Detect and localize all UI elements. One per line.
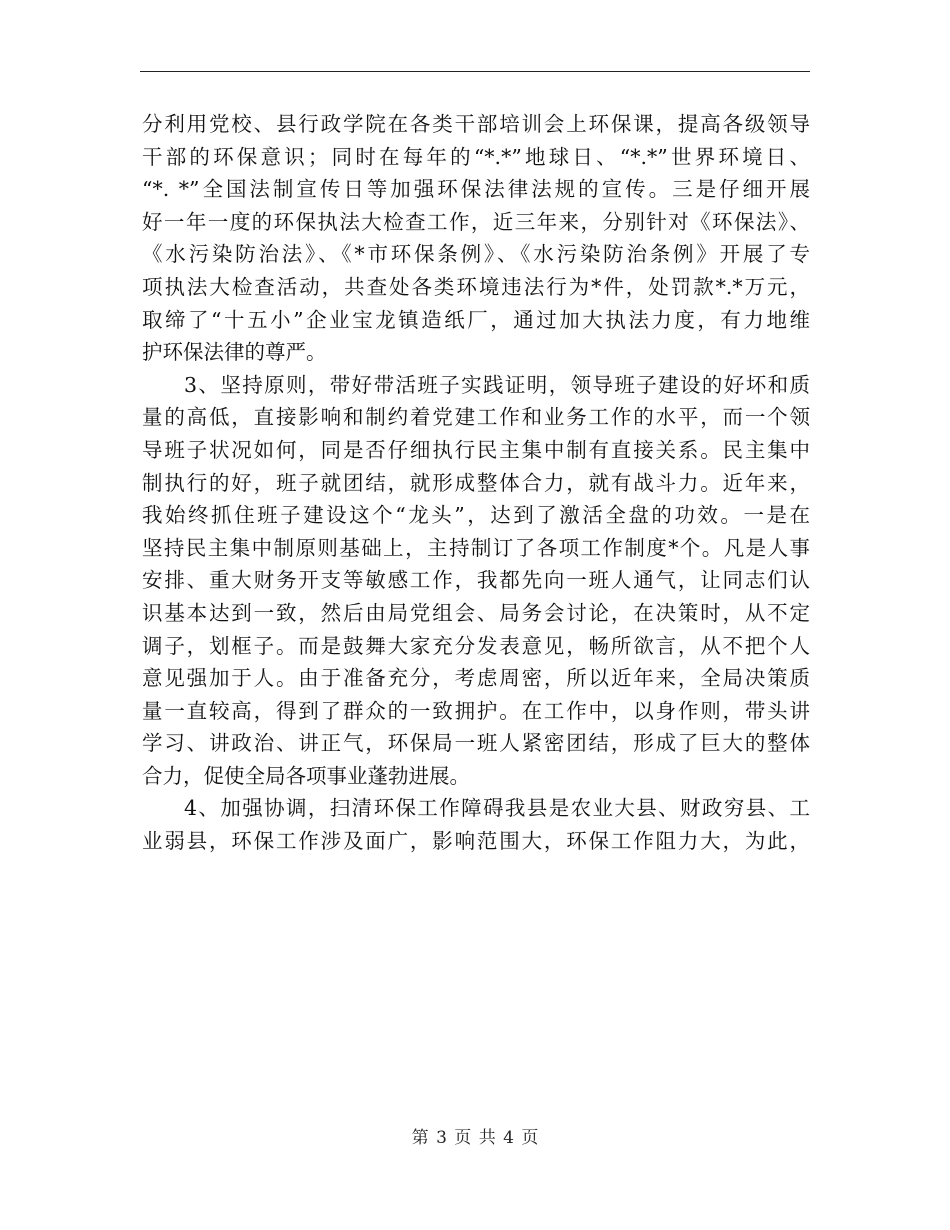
text-line: 干部的环保意识；同时在每年的“*.*”地球日、“*.*”世界环境日、 — [142, 144, 810, 169]
paragraph-start-line: 4、加强协调，扫清环保工作障碍我县是农业大县、财政穷县、工 — [184, 796, 810, 821]
text-line: 护环保法律的尊严。 — [142, 340, 327, 365]
paragraph-start-line: 3、坚持原则，带好带活班子实践证明，领导班子建设的好坏和质 — [184, 372, 810, 397]
text-line: 业弱县，环保工作涉及面广，影响范围大，环保工作阻力大，为此， — [142, 829, 810, 854]
text-line: 制执行的好，班子就团结，就形成整体合力，就有战斗力。近年来， — [142, 470, 810, 495]
text-line: 取缔了“十五小”企业宝龙镇造纸厂，通过加大执法力度，有力地维 — [142, 307, 810, 332]
text-line: 我始终抓住班子建设这个“龙头”，达到了激活全盘的功效。一是在 — [142, 503, 810, 528]
page-number-footer: 第 3 页 共 4 页 — [411, 1128, 539, 1148]
header-rule — [140, 71, 810, 72]
text-line: 好一年一度的环保执法大检查工作，近三年来，分别针对《环保法》、 — [142, 209, 810, 234]
text-line: 学习、讲政治、讲正气，环保局一班人紧密团结，形成了巨大的整体 — [142, 731, 810, 756]
text-line: 合力，促使全局各项事业蓬勃进展。 — [142, 763, 470, 788]
text-line: 意见强加于人。由于准备充分，考虑周密，所以近年来，全局决策质 — [142, 666, 810, 691]
text-line: 量一直较高，得到了群众的一致拥护。在工作中，以身作则，带头讲 — [142, 698, 810, 723]
text-line: “*. *”全国法制宣传日等加强环保法律法规的宣传。三是仔细开展 — [142, 177, 810, 202]
text-line: 识基本达到一致，然后由局党组会、局务会讨论，在决策时，从不定 — [142, 600, 810, 625]
text-line: 《水污染防治法》、《*市环保条例》、《水污染防治条例》开展了专 — [142, 242, 810, 267]
text-line: 分利用党校、县行政学院在各类干部培训会上环保课，提高各级领导 — [142, 112, 810, 136]
text-line: 调子，划框子。而是鼓舞大家充分发表意见，畅所欲言，从不把个人 — [142, 633, 810, 658]
text-line: 量的高低，直接影响和制约着党建工作和业务工作的水平，而一个领 — [142, 405, 810, 430]
text-line: 安排、重大财务开支等敏感工作，我都先向一班人通气，让同志们认 — [142, 568, 810, 593]
text-line: 项执法大检查活动，共查处各类环境违法行为*件，处罚款*.*万元， — [142, 274, 810, 299]
text-line: 坚持民主集中制原则基础上，主持制订了各项工作制度*个。凡是人事 — [142, 535, 810, 560]
body-text — [142, 108, 810, 858]
text-line: 导班子状况如何，同是否仔细执行民主集中制有直接关系。民主集中 — [142, 437, 810, 462]
